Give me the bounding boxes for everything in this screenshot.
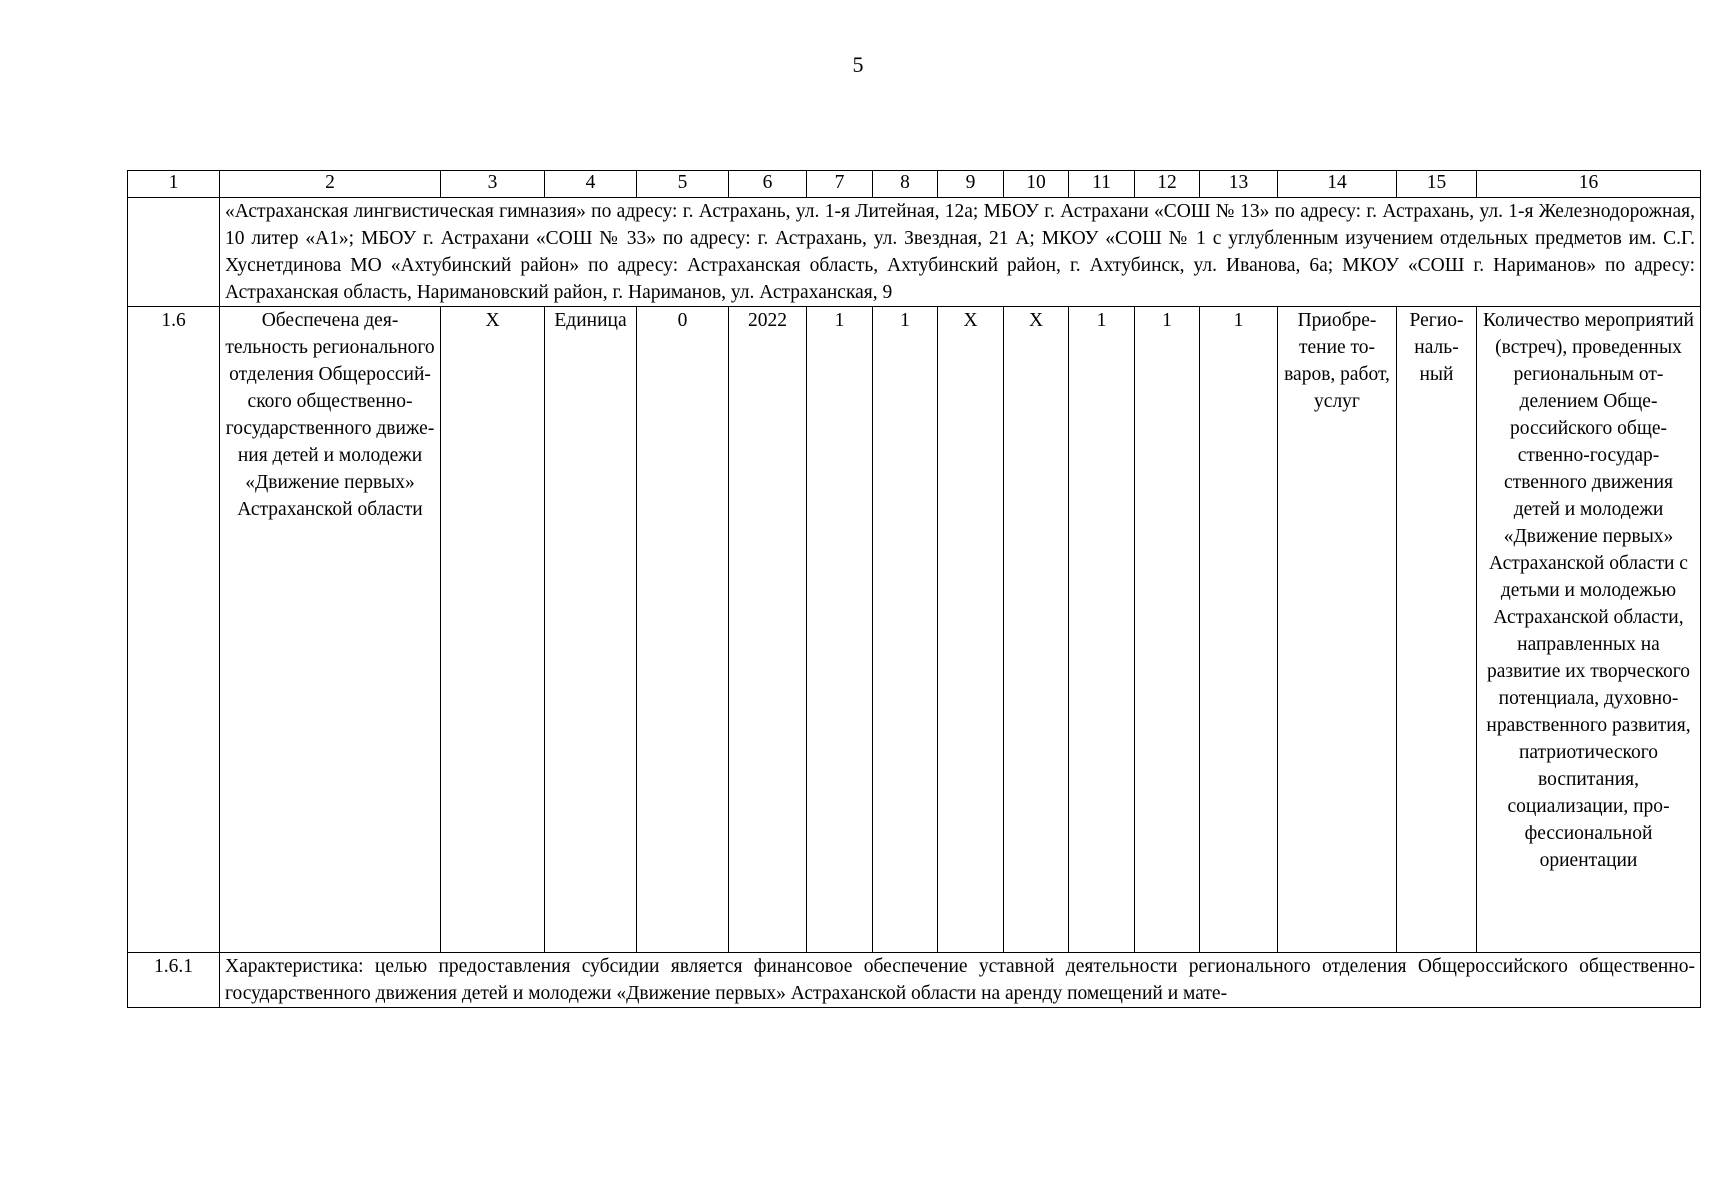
cell-c11: 1 — [1069, 307, 1135, 953]
year-cell: 2022 — [729, 307, 807, 953]
continuation-row — [128, 198, 1701, 307]
column-number: 14 — [1278, 171, 1397, 198]
row-number: 1.6.1 — [128, 953, 220, 1008]
cell-c10: Х — [1004, 307, 1069, 953]
column-number: 13 — [1200, 171, 1278, 198]
column-number: 12 — [1135, 171, 1200, 198]
column-number: 16 — [1477, 171, 1701, 198]
indicator-cell: Количество мероприятий (встреч), проведенных региональным отделением Общероссийского общественно-государственного движения детей и молодежи «Движение первых» Астраханской области с детьми и молодежью Астраханской области, направленных на развитие их творческого потенциала, духовно-нравственного развития, патриотического воспитания, социализации, профессиональной ориентации — [1477, 307, 1701, 953]
column-number: 7 — [807, 171, 873, 198]
result-name: Обеспечена деятельность регионального отделения Общероссийского общественно-государственного движения детей и молодежи «Движение первых» Астраханской области — [220, 307, 441, 953]
column-number: 1 — [128, 171, 220, 198]
cell-c9: Х — [938, 307, 1004, 953]
event-type-cell: Приобретение товаров, работ, услуг — [1278, 307, 1397, 953]
cell-c5: 0 — [637, 307, 729, 953]
column-number: 4 — [545, 171, 637, 198]
column-number: 6 — [729, 171, 807, 198]
row-number-empty — [128, 198, 220, 307]
column-number: 5 — [637, 171, 729, 198]
column-number: 8 — [873, 171, 938, 198]
continuation-text: «Астраханская лингвистическая гимназия» по адресу: г. Астрахань, ул. 1-я Литейная, 12а; МБОУ г. Астрахани «СОШ № 13» по адресу: г. Астрахань, ул. 1-я Железнодорожная, 10 литер «А1»; МБОУ г. Астрахани «СОШ № 33» по адресу: г. Астрахань, ул. Звездная, 21 А; МКОУ «СОШ № 1 с углубленным изучением отдельных предметов им. С.Г. Хуснетдинова МО «Ахтубинский район» по адресу: Астраханская область, Ахтубинский район, г. Ахтубинск, ул. Иванова, 6а; МКОУ «СОШ г. Нариманов» по адресу: Астраханская область, Наримановский район, г. Нариманов, ул. Астраханская, 9 — [220, 198, 1701, 307]
unit-cell: Единица — [545, 307, 637, 953]
column-number: 3 — [441, 171, 545, 198]
column-number-row — [128, 171, 1701, 198]
cell-c12: 1 — [1135, 307, 1200, 953]
row-number: 1.6 — [128, 307, 220, 953]
column-number: 10 — [1004, 171, 1069, 198]
cell-c8: 1 — [873, 307, 938, 953]
characteristic-text: Характеристика: целью предоставления субсидии является финансовое обеспечение уставной деятельности регионального отделения Общероссийского общественно-государственного движения детей и молодежи «Движение первых» Астраханской области на аренду помещений и мате- — [220, 953, 1701, 1008]
cell-c7: 1 — [807, 307, 873, 953]
table-row — [128, 307, 1701, 953]
page-number: 5 — [852, 52, 864, 77]
program-table — [127, 170, 1701, 1008]
cell-c3: Х — [441, 307, 545, 953]
cell-c13: 1 — [1200, 307, 1278, 953]
table-row — [128, 953, 1701, 1008]
column-number: 15 — [1397, 171, 1477, 198]
column-number: 11 — [1069, 171, 1135, 198]
level-cell: Региональный — [1397, 307, 1477, 953]
column-number: 2 — [220, 171, 441, 198]
column-number: 9 — [938, 171, 1004, 198]
